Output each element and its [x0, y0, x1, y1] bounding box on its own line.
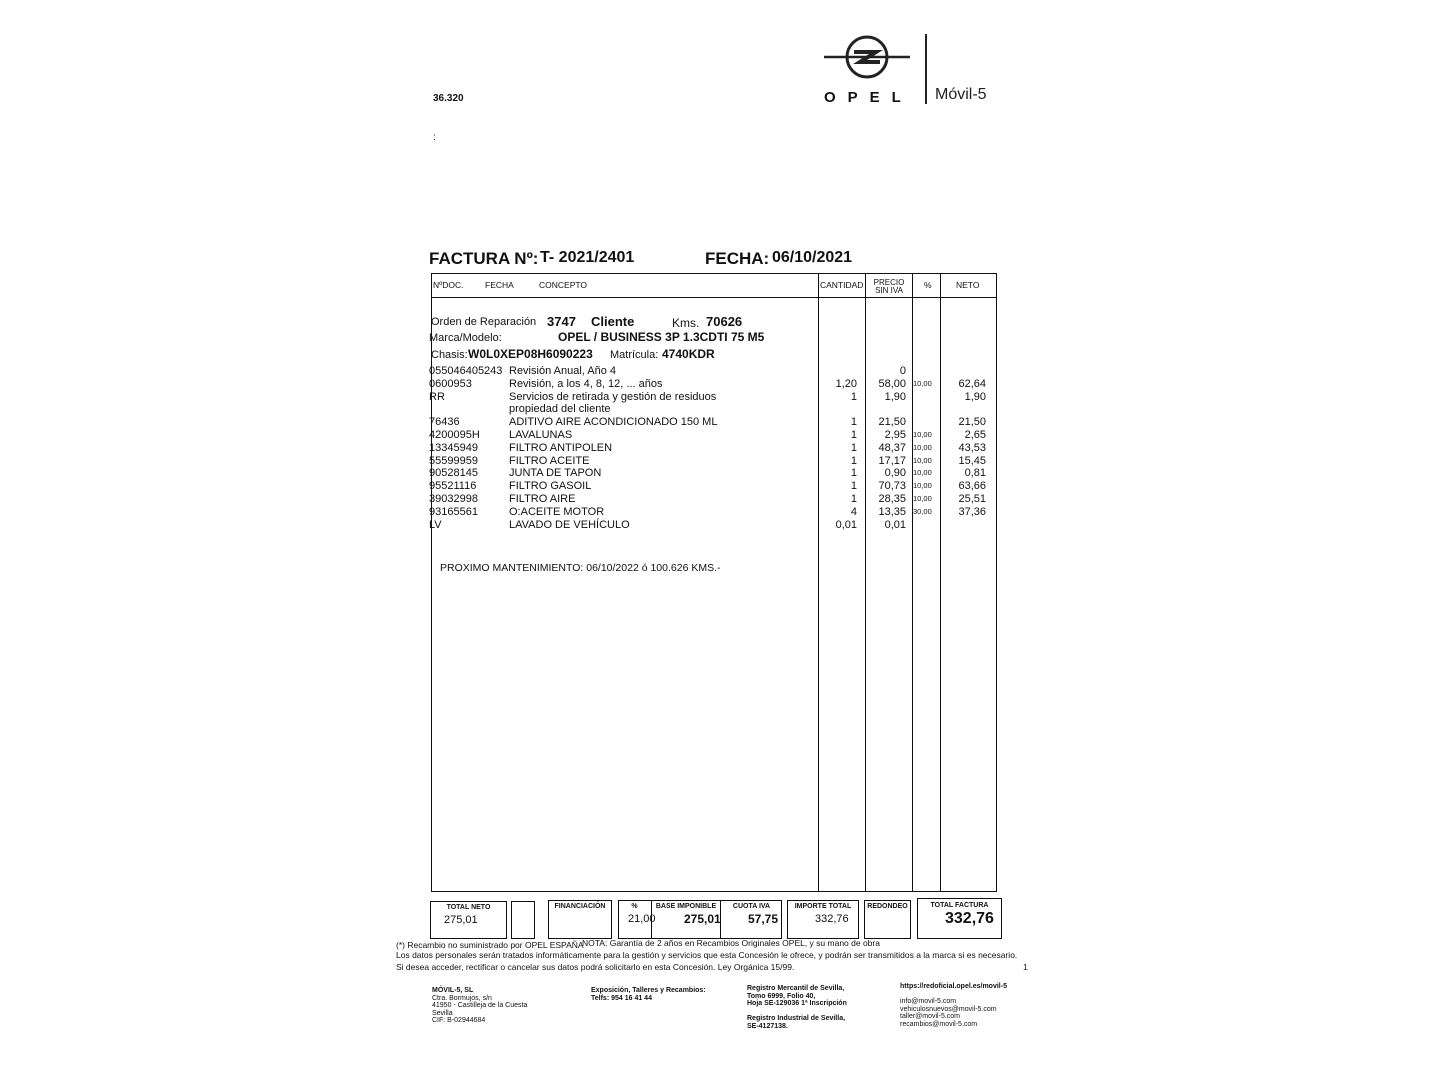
column-header-cantidad: CANTIDAD [820, 280, 864, 290]
invoice-number-value: T- 2021/2401 [540, 249, 635, 266]
line-description: Servicios de retirada y gestión de residuos [509, 390, 717, 403]
redondeo-label: REDONDEO [867, 903, 908, 910]
footer-line: Registro Mercantil de Sevilla, [747, 985, 845, 992]
line-net: 0,81 [964, 467, 986, 480]
recambio-note: (*) Recambio no suministrado por OPEL ESPAÑA [396, 940, 584, 950]
chasis-value: W0L0XEP08H6090223 [468, 347, 593, 361]
importe-total-label: IMPORTE TOTAL [794, 903, 852, 910]
column-header-pct: % [924, 280, 932, 290]
base-imponible-value: 275,01 [684, 912, 721, 926]
line-price: 28,35 [878, 493, 906, 505]
line-net: 37,36 [958, 505, 986, 518]
base-imponible-label: BASE IMPONIBLE [655, 903, 717, 910]
orden-label: Orden de Reparación [431, 316, 537, 328]
line-code: 93165561 [429, 505, 478, 518]
financiacion-label: FINANCIACIÓN [554, 903, 606, 910]
kms-value: 70626 [706, 314, 743, 329]
line-net: 2,65 [964, 429, 986, 441]
footer-line: Ctra. Bormujos, s/n [432, 994, 492, 1002]
orden-value: 3747 [547, 314, 576, 329]
footer-line: https://redoficial.opel.es/movil-5 [900, 983, 1007, 990]
footer-line: taller@movil-5.com [900, 1013, 961, 1020]
line-quantity: 1 [850, 454, 857, 467]
line-description: FILTRO ANTIPOLEN [509, 441, 613, 454]
pct-label: % [631, 903, 638, 910]
total-factura-label: TOTAL FACTURA [930, 902, 989, 909]
document-number: 36.320 [433, 93, 464, 104]
line-quantity: 4 [850, 505, 857, 518]
footer-line: SE-4127138. [747, 1022, 788, 1030]
brand-wordmark: OPEL [824, 89, 913, 106]
column-divider [940, 273, 941, 892]
footer-line: Hoja SE-129036 1ª Inscripción [747, 1000, 847, 1007]
line-price: 2,95 [884, 429, 906, 441]
line-price: 1,90 [884, 390, 906, 403]
matricula-label: Matrícula: [610, 349, 659, 361]
line-code: LV [429, 518, 442, 531]
footer-line [900, 991, 1007, 999]
line-code: 0600953 [429, 377, 472, 390]
line-net: 25,51 [958, 493, 986, 505]
line-quantity: 1 [850, 467, 857, 480]
marca-label: Marca/Modelo: [429, 332, 502, 344]
line-percent: 10,00 [913, 468, 932, 478]
line-price: 0 [899, 365, 906, 377]
line-code: 90528145 [429, 467, 478, 480]
opel-logo-icon [824, 28, 910, 86]
line-quantity: 1 [850, 390, 857, 403]
line-net: 63,66 [958, 480, 986, 493]
line-net: 1,90 [964, 390, 986, 403]
column-header-ndoc: NºDOC. [433, 280, 464, 290]
line-code: 13345949 [429, 441, 478, 454]
footer-registry [747, 985, 847, 1030]
line-quantity: 0,01 [835, 518, 857, 531]
cuota-iva-value: 57,75 [748, 912, 779, 926]
footer-line [747, 1008, 847, 1016]
line-description: LAVADO DE VEHÍCULO [509, 518, 630, 531]
invoice-date-value: 06/10/2021 [772, 249, 853, 266]
line-code: 55599959 [429, 454, 478, 467]
footer-line: MÓVIL-5, SL [432, 987, 474, 994]
column-header-concepto: CONCEPTO [539, 280, 588, 290]
cuota-iva-label: CUOTA IVA [732, 903, 771, 910]
footer-line: vehiculosnuevos@movil-5.com [900, 1005, 997, 1013]
line-price: 0,01 [884, 518, 906, 531]
total-neto-value: 275,01 [444, 914, 478, 926]
line-price: 21,50 [878, 416, 906, 429]
line-percent: 10,00 [913, 455, 932, 465]
privacy-note: Si desea acceder, rectificar o cancelar sus datos podrá solicitarlo en esta Concesión. Ley Orgánica 15/99. [396, 962, 795, 972]
line-code: 76436 [429, 416, 460, 429]
line-description: Revisión, a los 4, 8, 12, ... años [509, 377, 663, 390]
line-price: 70,73 [878, 480, 906, 493]
line-code: 4200095H [429, 429, 480, 441]
footer-line: CIF: B-02944684 [432, 1017, 486, 1024]
line-quantity: 1 [850, 480, 857, 493]
privacy-note: Los datos personales serán tratados informáticamente para la gestión y servicios que esta Concesión le ofrece, y podrán ser transmitidos a la marca si es necesario. [396, 950, 1018, 960]
page-number: 1 [1023, 962, 1028, 972]
line-description: Revisión Anual, Año 4 [509, 365, 617, 377]
line-price: 13,35 [878, 505, 906, 518]
line-price: 48,37 [878, 441, 906, 454]
column-header-fecha: FECHA [485, 280, 514, 290]
line-description: O:ACEITE MOTOR [509, 505, 605, 518]
line-price: 17,17 [878, 454, 906, 467]
line-quantity: 1 [850, 493, 857, 505]
line-net: 21,50 [958, 416, 986, 429]
invoice-number-label: FACTURA Nº: [429, 249, 539, 268]
line-quantity: 1 [850, 441, 857, 454]
line-percent: 10,00 [913, 378, 932, 388]
line-percent: 10,00 [913, 430, 932, 439]
line-percent: 10,00 [913, 494, 932, 503]
line-quantity: 1 [850, 416, 857, 429]
footer-line: Telfs: 954 16 41 44 [591, 994, 652, 1002]
footer-line: Registro Industrial de Sevilla, [747, 1015, 846, 1022]
line-price: 0,90 [884, 467, 906, 480]
footer-line: recambios@movil-5.com [900, 1020, 978, 1028]
footer-line: info@movil-5.com [900, 998, 957, 1005]
garantia-note: NOTA: Garantía de 2 años en Recambios Originales OPEL, y su mano de obra [582, 938, 880, 948]
footer-company [432, 987, 527, 1025]
line-price: 58,00 [878, 377, 906, 390]
line-description: FILTRO ACEITE [509, 454, 590, 467]
line-code: 055046405243 [429, 365, 503, 377]
column-divider [818, 273, 819, 892]
cliente-label: Cliente [591, 314, 635, 329]
importe-total-value: 332,76 [815, 913, 849, 925]
footer-line: 41950 - Castilleja de la Cuesta [432, 1002, 528, 1009]
chasis-label: Chasis: [431, 349, 468, 361]
line-description: propiedad del cliente [509, 403, 611, 416]
line-net: 15,45 [958, 454, 986, 467]
line-code: 39032998 [429, 493, 478, 505]
invoice-date-label: FECHA: [705, 249, 770, 268]
marca-value: OPEL / BUSINESS 3P 1.3CDTI 75 M5 [558, 330, 765, 344]
column-header-neto: NETO [956, 280, 980, 290]
total-neto-label: TOTAL NETO [446, 904, 491, 911]
line-code: RR [429, 390, 445, 403]
footer-line: Sevilla [432, 1009, 453, 1017]
line-net: 43,53 [958, 441, 986, 454]
line-description: LAVALUNAS [509, 429, 573, 441]
line-quantity: 1 [850, 429, 857, 441]
footer-contact-phone [591, 987, 706, 1002]
footer-emails [900, 983, 1007, 1028]
pct-value: 21,00 [628, 913, 656, 925]
line-percent: 30,00 [913, 506, 932, 516]
kms-label: Kms. [672, 316, 700, 330]
line-percent: 10,00 [913, 481, 932, 491]
line-percent: 10,00 [913, 442, 932, 452]
line-description: FILTRO GASOIL [509, 480, 592, 493]
matricula-value: 4740KDR [662, 347, 715, 361]
line-quantity: 1,20 [835, 377, 857, 390]
line-description: FILTRO AIRE [509, 493, 576, 505]
column-divider [912, 273, 913, 892]
next-maintenance: PROXIMO MANTENIMIENTO: 06/10/2022 ó 100.626 KMS.- [440, 562, 721, 574]
line-description: ADITIVO AIRE ACONDICIONADO 150 ML [509, 416, 718, 429]
tick-mark: : [433, 132, 436, 143]
dealer-name: Móvil-5 [935, 86, 987, 103]
line-net: 62,64 [958, 377, 986, 390]
line-description: JUNTA DE TAPON [509, 467, 602, 480]
line-code: 95521116 [429, 480, 477, 493]
footer-line: Tomo 6999, Folio 40, [747, 992, 816, 1000]
column-header-precio: PRECIO SIN IVA [873, 278, 905, 295]
brand-divider [925, 34, 927, 104]
total-blank-box [511, 901, 535, 939]
total-factura-value: 332,76 [945, 910, 994, 927]
footer-line: Exposición, Talleres y Recambios: [591, 987, 706, 994]
